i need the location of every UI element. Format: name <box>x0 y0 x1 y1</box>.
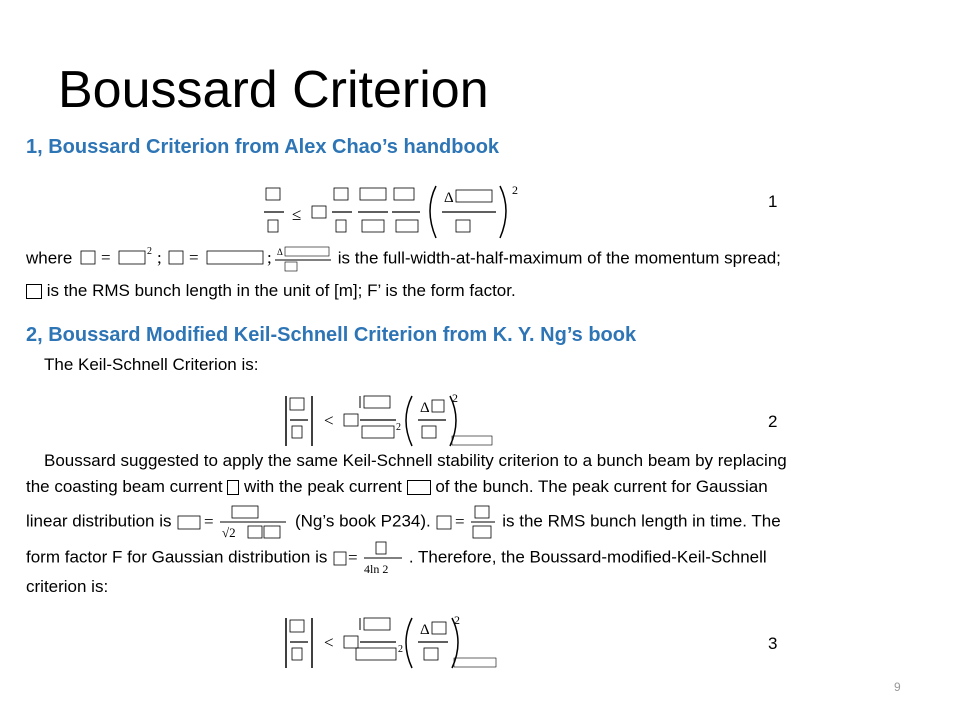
slide-title: Boussard Criterion <box>58 61 489 119</box>
glyph-placeholder <box>360 188 386 200</box>
delta-symbol: Δ <box>444 190 454 206</box>
exponent: 2 <box>454 613 460 627</box>
paragraph-line-5: criterion is: <box>26 577 109 596</box>
glyph-placeholder <box>424 648 438 660</box>
glyph-placeholder <box>285 247 329 256</box>
glyph-placeholder <box>452 436 492 445</box>
para3-part-c: is the RMS bunch length in time. The <box>502 511 781 531</box>
glyph-placeholder <box>336 220 346 232</box>
paragraph-line-3 <box>26 504 781 540</box>
section2-heading: 2, Boussard Modified Keil-Schnell Criterion from K. Y. Ng’s book <box>26 324 637 346</box>
glyph-placeholder <box>292 426 302 438</box>
delta-symbol: Δ <box>420 400 430 416</box>
glyph-placeholder <box>376 542 386 554</box>
page-number: 9 <box>894 680 901 694</box>
glyph-placeholder <box>334 552 346 565</box>
para4-part-a: form factor F for Gaussian distribution is <box>26 547 328 567</box>
equation-3 <box>282 612 542 682</box>
equals-symbol: = <box>348 548 358 567</box>
four-ln-two: 4ln 2 <box>364 562 389 576</box>
glyph-placeholder <box>454 658 496 667</box>
paragraph-line-1: Boussard suggested to apply the same Keil-Schnell stability criterion to a bunch beam by replacing <box>44 451 787 470</box>
exponent: 2 <box>452 391 458 405</box>
glyph-placeholder <box>119 251 145 264</box>
glyph-placeholder <box>285 262 297 271</box>
equation-3-number: 3 <box>768 634 778 653</box>
sigma-z-symbol <box>26 284 42 299</box>
form-factor-formula <box>332 540 404 576</box>
exponent: 2 <box>398 644 403 655</box>
exponent: 2 <box>512 183 518 197</box>
glyph-placeholder <box>266 188 280 200</box>
rms-line <box>26 280 516 302</box>
glyph-placeholder <box>81 251 95 264</box>
peak-current-formula <box>176 504 290 540</box>
glyph-placeholder <box>232 506 258 518</box>
glyph-placeholder <box>290 620 304 632</box>
glyph-placeholder <box>432 622 446 634</box>
rms-description: is the RMS bunch length in the unit of [m]; F’ is the form factor. <box>46 281 516 300</box>
delta-symbol: Δ <box>277 247 283 257</box>
glyph-placeholder <box>364 618 390 630</box>
glyph-placeholder <box>344 414 358 426</box>
delta-symbol: Δ <box>420 622 430 638</box>
equation-1-number: 1 <box>768 192 778 211</box>
glyph-placeholder <box>362 426 394 438</box>
glyph-placeholder <box>334 188 348 200</box>
paragraph-line-2 <box>26 476 768 498</box>
glyph-placeholder <box>394 188 414 200</box>
keil-schnell-intro: The Keil-Schnell Criterion is: <box>44 355 259 374</box>
glyph-placeholder <box>169 251 183 264</box>
glyph-placeholder <box>364 396 390 408</box>
glyph-placeholder <box>312 206 326 218</box>
glyph-placeholder <box>264 526 280 538</box>
less-than-symbol: < <box>324 633 334 652</box>
para2-part-c: of the bunch. The peak current for Gaussian <box>435 477 768 496</box>
glyph-placeholder <box>178 516 200 529</box>
svg-text:;: ; <box>157 248 162 267</box>
para4-part-b: . Therefore, the Boussard-modified-Keil-Schnell <box>408 547 767 567</box>
where-line <box>26 246 781 272</box>
glyph-placeholder <box>396 220 418 232</box>
where-label: where <box>26 248 73 268</box>
para2-part-b: with the peak current <box>244 477 402 496</box>
glyph-placeholder <box>207 251 263 264</box>
sigma-t-formula <box>435 504 497 540</box>
paragraph-line-4 <box>26 540 767 576</box>
equation-2-number: 2 <box>768 412 778 431</box>
glyph-placeholder <box>422 426 436 438</box>
para2-part-a: the coasting beam current <box>26 477 223 496</box>
glyph-placeholder <box>292 648 302 660</box>
para3-part-b: (Ng’s book P234). <box>294 511 431 531</box>
para3-part-a: linear distribution is <box>26 511 172 531</box>
where-math <box>77 246 333 272</box>
glyph-placeholder <box>456 190 492 202</box>
glyph-placeholder <box>290 398 304 410</box>
less-than-symbol: < <box>324 411 334 430</box>
glyph-placeholder <box>456 220 470 232</box>
equals-symbol: = <box>455 512 466 531</box>
current-symbol <box>227 480 239 495</box>
glyph-placeholder <box>473 526 491 538</box>
glyph-placeholder <box>437 516 451 529</box>
exponent: 2 <box>147 246 153 257</box>
equals-symbol: = <box>204 512 214 531</box>
glyph-placeholder <box>475 506 489 518</box>
exponent: 2 <box>396 422 401 433</box>
equals-symbol: = <box>189 248 199 267</box>
where-description: is the full-width-at-half-maximum of the momentum spread; <box>337 248 781 268</box>
svg-text:;: ; <box>267 248 272 267</box>
sqrt-two: √2 <box>222 525 236 540</box>
glyph-placeholder <box>362 220 384 232</box>
leq-symbol: ≤ <box>292 205 302 224</box>
glyph-placeholder <box>268 220 278 232</box>
glyph-placeholder <box>356 648 396 660</box>
glyph-placeholder <box>344 636 358 648</box>
equation-1 <box>260 180 530 250</box>
glyph-placeholder <box>248 526 262 538</box>
glyph-placeholder <box>432 400 444 412</box>
section1-heading: 1, Boussard Criterion from Alex Chao’s handbook <box>26 136 500 158</box>
equals-symbol: = <box>101 248 111 267</box>
peak-current-symbol <box>407 480 431 495</box>
